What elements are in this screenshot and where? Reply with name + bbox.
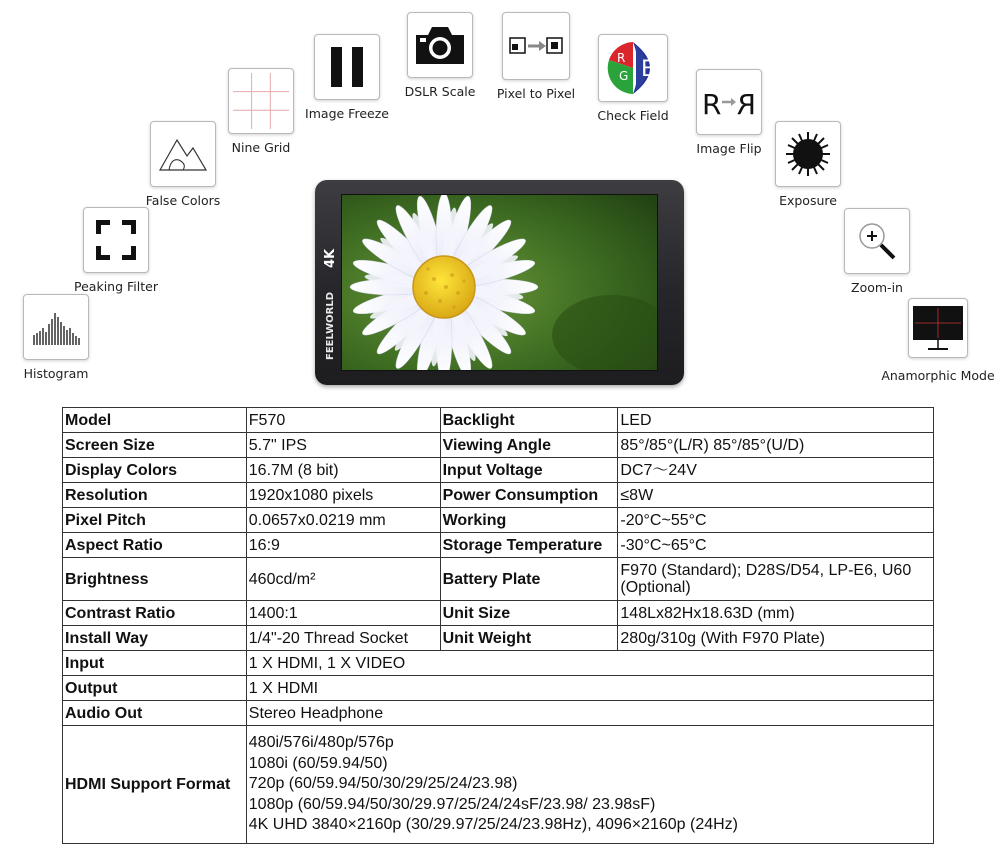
rgb-letter-b: B <box>641 57 657 82</box>
feature-label: Anamorphic Mode <box>881 368 995 383</box>
spec-row <box>63 533 934 558</box>
spec-label: Resolution <box>63 483 247 508</box>
spec-label: Brightness <box>63 558 247 601</box>
spec-row <box>63 651 934 676</box>
spec-row <box>63 676 934 701</box>
hdmi-format-list <box>246 726 933 844</box>
spec-value: DC7～24V <box>618 458 934 483</box>
spec-row <box>63 458 934 483</box>
spec-value: Stereo Headphone <box>246 701 933 726</box>
spec-value: 1 X HDMI <box>246 676 933 701</box>
spec-value: 0.0657x0.0219 mm <box>246 508 440 533</box>
feature-dslr-scale <box>404 12 476 99</box>
feature-label: Pixel to Pixel <box>496 86 576 101</box>
brand-badge: 4K <box>323 248 338 268</box>
feature-histogram <box>23 294 89 381</box>
feature-label: False Colors <box>145 193 221 208</box>
exposure-icon <box>775 121 841 187</box>
spec-row-hdmi <box>63 726 934 844</box>
spec-value: -20°C~55°C <box>618 508 934 533</box>
flip-letter-mirrored: R <box>736 88 756 120</box>
feature-label: Check Field <box>597 108 669 123</box>
spec-value: 280g/310g (With F970 Plate) <box>618 626 934 651</box>
flip-icon <box>696 69 762 135</box>
feature-nine-grid <box>228 68 294 155</box>
anamorphic-icon <box>908 298 968 358</box>
spec-row <box>63 508 934 533</box>
feature-false-colors <box>145 121 221 208</box>
spec-label: Audio Out <box>63 701 247 726</box>
feature-peaking-filter <box>74 207 158 294</box>
monitor-screen <box>341 194 658 371</box>
spec-label: Storage Temperature <box>440 533 618 558</box>
hdmi-format-line: 4K UHD 3840×2160p (30/29.97/25/24/23.98Hz), 4096×2160p (24Hz) <box>248 816 738 834</box>
spec-label: Working <box>440 508 618 533</box>
spec-value: F570 <box>246 408 440 433</box>
spec-value: 5.7" IPS <box>246 433 440 458</box>
spec-label: Input Voltage <box>440 458 618 483</box>
spec-label: Display Colors <box>63 458 247 483</box>
spec-row <box>63 433 934 458</box>
spec-label: Contrast Ratio <box>63 601 247 626</box>
spec-row <box>63 626 934 651</box>
spec-value: -30°C~65°C <box>618 533 934 558</box>
spec-value: 1/4"-20 Thread Socket <box>246 626 440 651</box>
spec-label: Output <box>63 676 247 701</box>
monitor-image <box>315 180 684 385</box>
hdmi-format-line: 1080p (60/59.94/50/30/29.97/25/24/24sF/23.98/ 23.98sF) <box>248 795 656 813</box>
spec-label: Viewing Angle <box>440 433 618 458</box>
spec-label: Install Way <box>63 626 247 651</box>
spec-label: HDMI Support Format <box>63 726 247 844</box>
spec-label: Unit Size <box>440 601 618 626</box>
feature-anamorphic-mode <box>881 298 995 383</box>
spec-label: Pixel Pitch <box>63 508 247 533</box>
feature-exposure <box>775 121 841 208</box>
feature-check-field <box>597 34 669 123</box>
spec-row <box>63 558 934 601</box>
hdmi-format-line: 480i/576i/480p/576p <box>248 734 394 752</box>
spec-label: Aspect Ratio <box>63 533 247 558</box>
spec-value: LED <box>618 408 934 433</box>
feature-image-flip <box>696 69 762 156</box>
monitor-brand <box>319 220 343 360</box>
feature-label: Histogram <box>23 366 89 381</box>
zoom-in-icon <box>844 208 910 274</box>
spec-value: ≤8W <box>618 483 934 508</box>
spec-label: Unit Weight <box>440 626 618 651</box>
pixel-to-pixel-icon <box>502 12 570 80</box>
false-colors-icon <box>150 121 216 187</box>
rgb-letter-r: R <box>617 51 626 65</box>
spec-row <box>63 483 934 508</box>
hdmi-format-line: 720p (60/59.94/50/30/29/25/24/23.98) <box>248 775 518 793</box>
peaking-filter-icon <box>83 207 149 273</box>
spec-label: Screen Size <box>63 433 247 458</box>
feature-label: Image Flip <box>696 141 762 156</box>
rgb-letter-g: G <box>619 69 629 83</box>
feature-label: DSLR Scale <box>404 84 476 99</box>
feature-zoom-in <box>844 208 910 295</box>
spec-value: 16:9 <box>246 533 440 558</box>
brand-text: FEELWORLD <box>325 292 336 360</box>
spec-row <box>63 408 934 433</box>
feature-label: Image Freeze <box>305 106 389 121</box>
feature-label: Nine Grid <box>231 140 291 155</box>
flip-letter-original: R <box>702 88 722 120</box>
hdmi-format-line: 1080i (60/59.94/50) <box>248 754 388 772</box>
spec-value: 1920x1080 pixels <box>246 483 440 508</box>
spec-label: Backlight <box>440 408 618 433</box>
spec-value: 1 X HDMI, 1 X VIDEO <box>246 651 933 676</box>
pause-icon <box>314 34 380 100</box>
nine-grid-icon <box>228 68 294 134</box>
spec-value: 1400:1 <box>246 601 440 626</box>
spec-table <box>62 407 934 844</box>
spec-value: 460cd/m² <box>246 558 440 601</box>
feature-image-freeze <box>305 34 389 121</box>
camera-icon <box>407 12 473 78</box>
histogram-icon <box>23 294 89 360</box>
spec-label: Battery Plate <box>440 558 618 601</box>
feature-label: Exposure <box>779 193 837 208</box>
rgb-check-icon <box>598 34 668 102</box>
spec-row <box>63 601 934 626</box>
daisy-photo <box>342 195 658 371</box>
spec-value: F970 (Standard); D28S/D54, LP-E6, U60 (Optional) <box>618 558 934 601</box>
feature-label: Zoom-in <box>851 280 903 295</box>
spec-row <box>63 701 934 726</box>
spec-label: Input <box>63 651 247 676</box>
spec-label: Model <box>63 408 247 433</box>
feature-pixel-to-pixel <box>496 12 576 101</box>
feature-label: Peaking Filter <box>74 279 158 294</box>
spec-value: 85°/85°(L/R) 85°/85°(U/D) <box>618 433 934 458</box>
spec-label: Power Consumption <box>440 483 618 508</box>
spec-value: 16.7M (8 bit) <box>246 458 440 483</box>
spec-value: 148Lx82Hx18.63D (mm) <box>618 601 934 626</box>
